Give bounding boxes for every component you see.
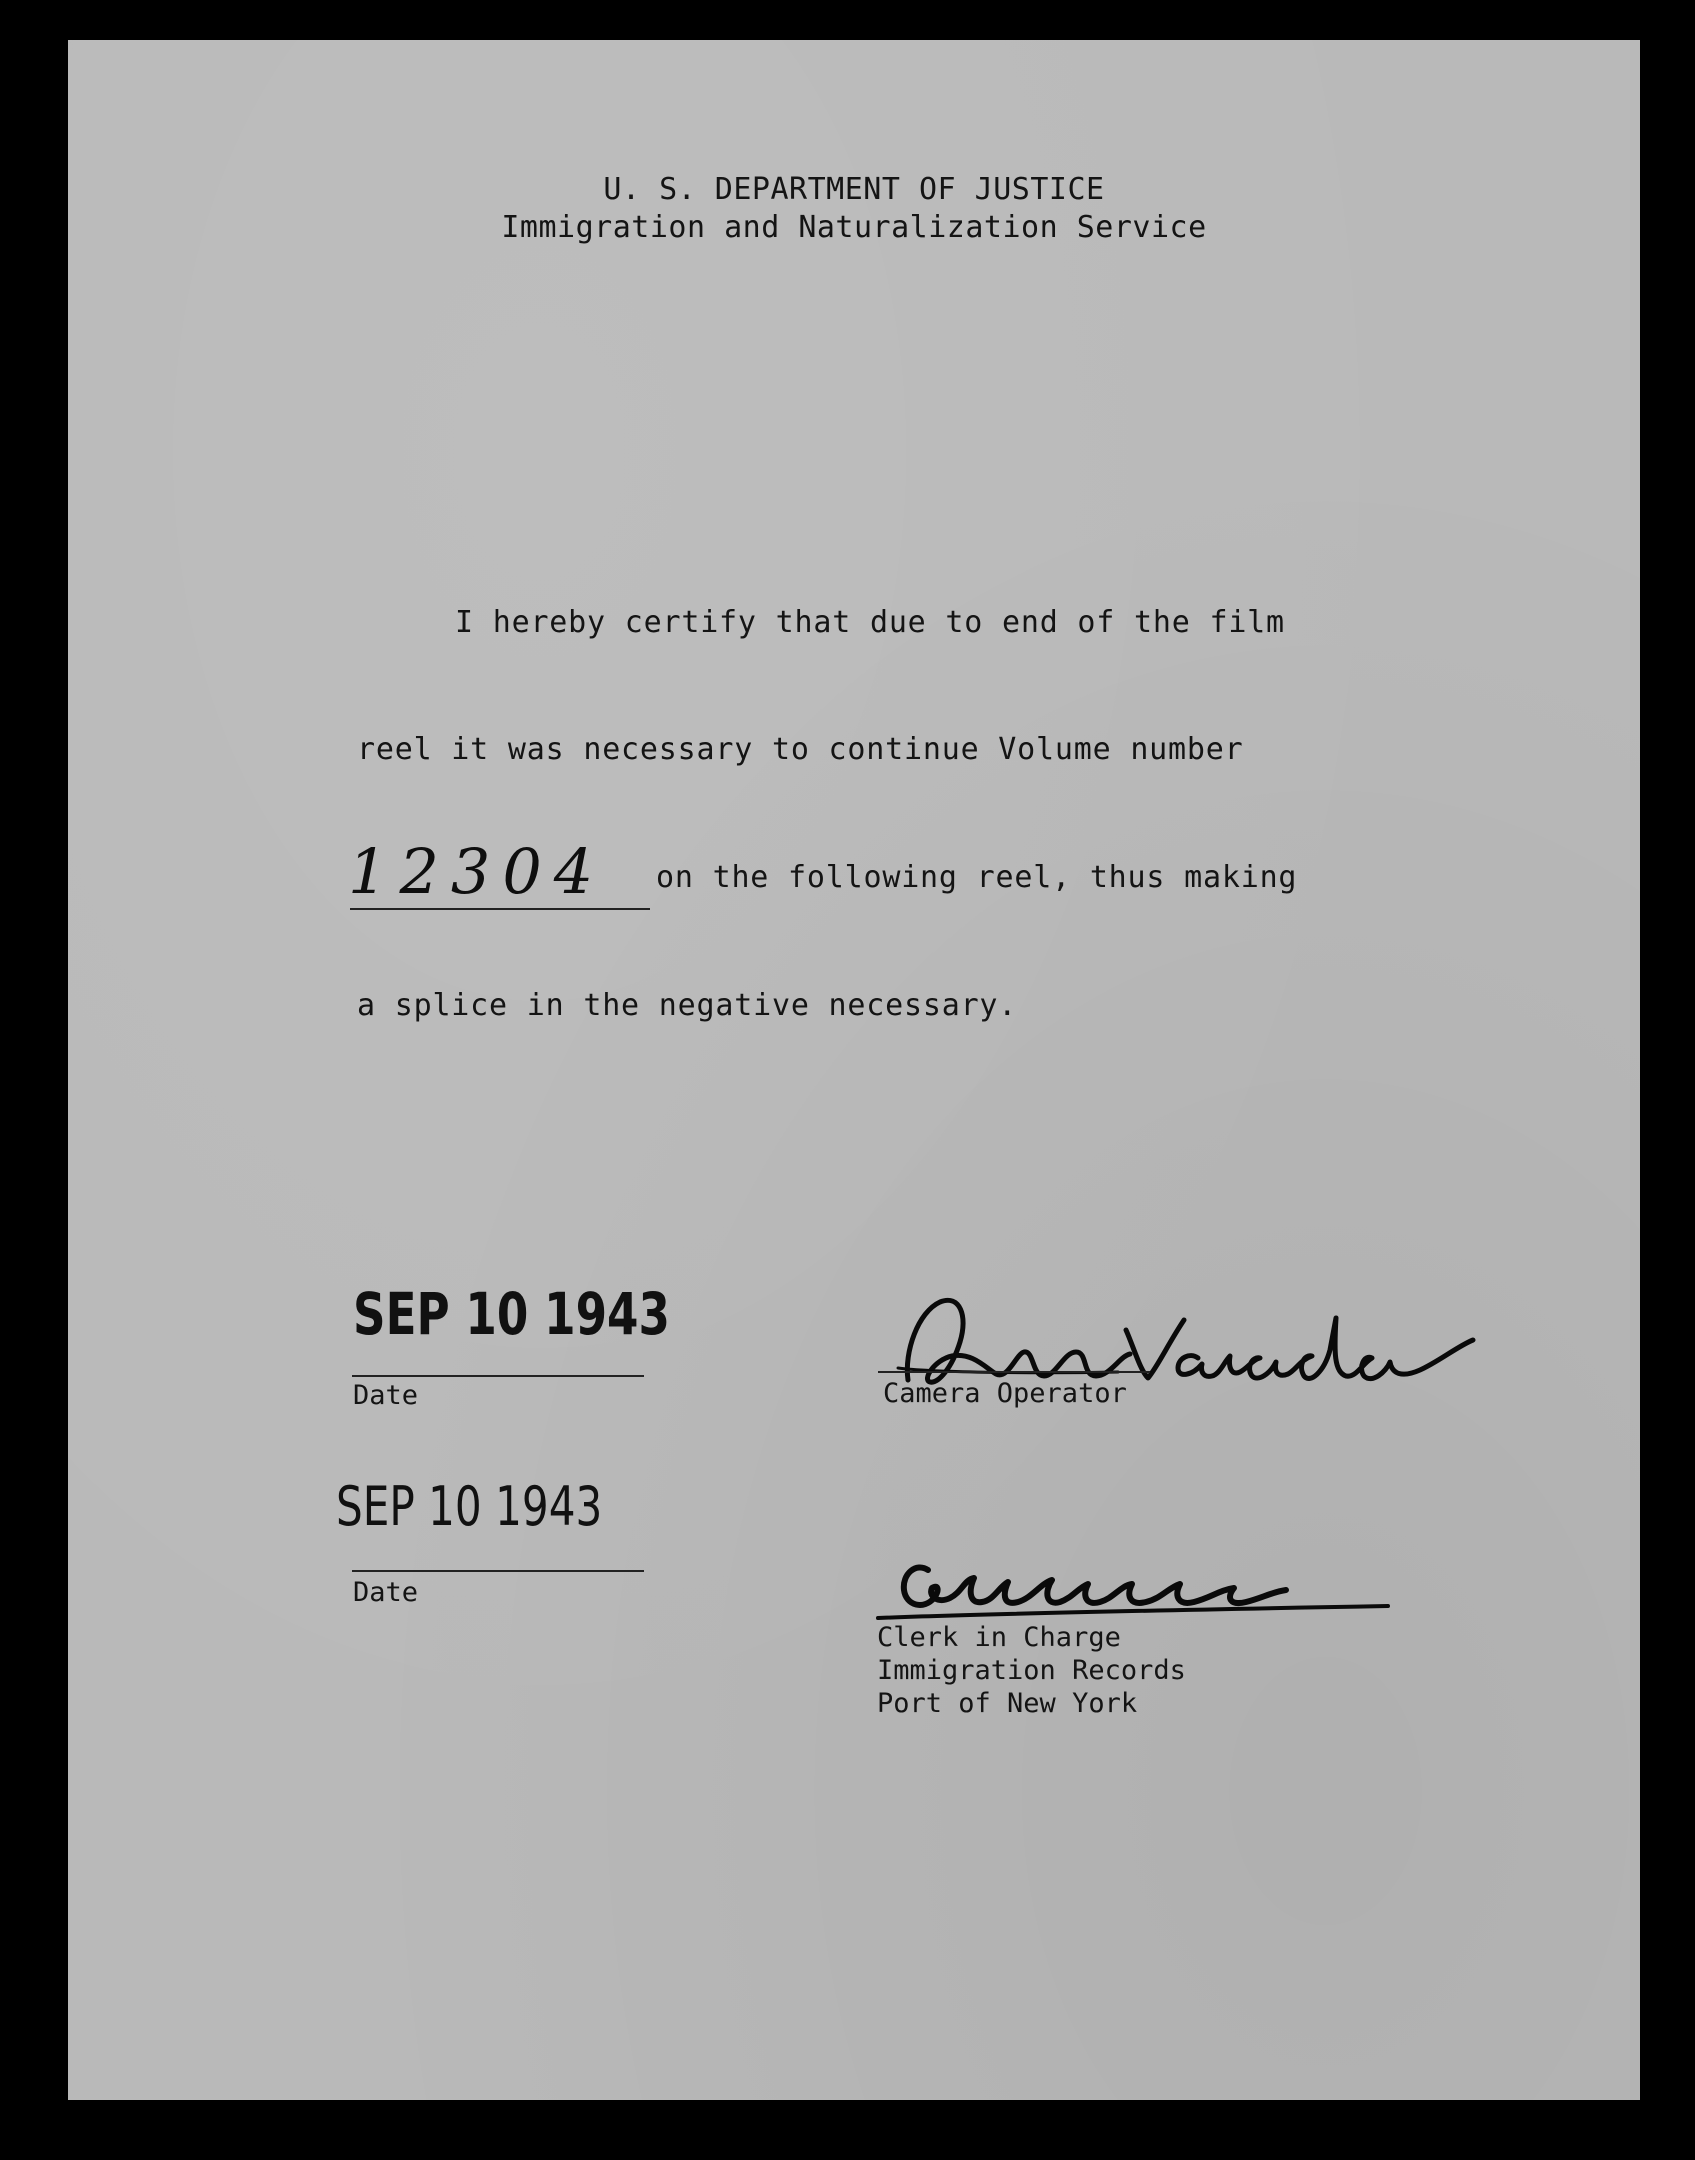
certification-line-1: I hereby certify that due to end of the film [455,605,1285,640]
certification-line-2: reel it was necessary to continue Volume number [357,732,1244,767]
volume-number-handwritten: 12304 [348,835,606,908]
date-label-2: Date [353,1577,419,1608]
clerk-title-line-1: Clerk in Charge [877,1622,1121,1653]
document-page [68,40,1640,2100]
date-rule-1 [352,1375,644,1377]
volume-number-underline [350,908,650,910]
date-stamp-2: SEP 10 1943 [336,1475,603,1538]
camera-operator-rule [878,1371,1150,1373]
date-stamp-1: SEP 10 1943 [353,1280,671,1348]
clerk-title-line-3: Port of New York [877,1688,1138,1719]
date-label-1: Date [353,1380,419,1411]
service-heading: Immigration and Naturalization Service [501,210,1207,245]
camera-operator-title: Camera Operator [883,1378,1127,1409]
certification-line-3: on the following reel, thus making [656,860,1298,895]
certification-line-4: a splice in the negative necessary. [357,988,1018,1023]
clerk-title-line-2: Immigration Records [877,1655,1186,1686]
date-rule-2 [352,1570,644,1572]
department-heading: U. S. DEPARTMENT OF JUSTICE [603,172,1105,207]
